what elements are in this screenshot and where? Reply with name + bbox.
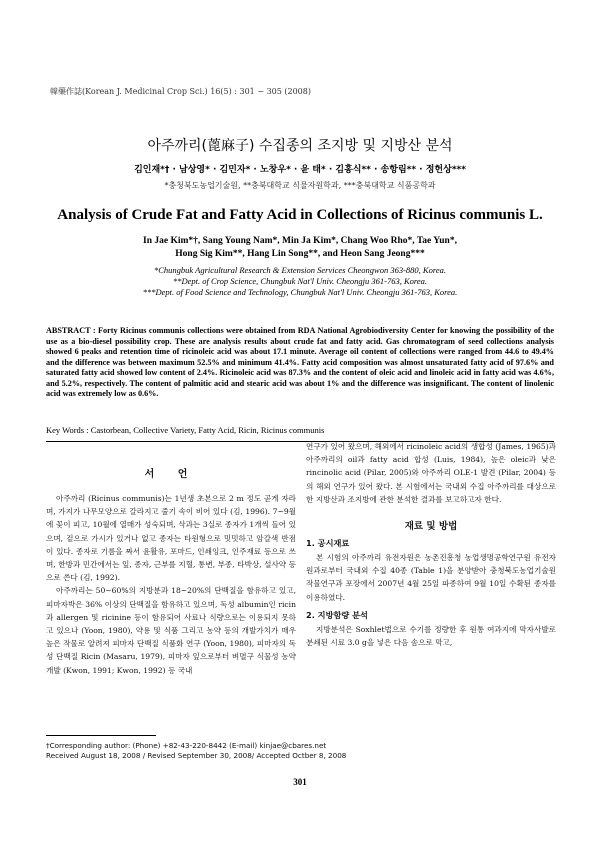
korean-title: 아주까리(蓖麻子) 수집종의 조지방 및 지방산 분석 [147,138,453,154]
affiliation-3: ***Dept. of Food Science and Technology, Chungbuk Nat'l Univ. Cheongju 361-763, Korea. [142,287,458,297]
english-affiliations [0,265,600,298]
korean-affiliations: *충청북도농업기술원, **충북대학교 식물자원학과, ***충북대학교 식품공학과 [164,181,436,190]
keywords: Key Words : Castorbean, Collective Variety, Fatty Acid, Ricin, Ricinus communis [46,425,325,435]
english-authors-line-2: Hong Sig Kim**, Hang Lin Song**, and Heon Sang Jeong*** [175,249,425,259]
journal-citation: 韓藥作誌(Korean J. Medicinal Crop Sci.) 16(5) : 301 − 305 (2008) [50,87,311,96]
fat-analysis-subheading: 2. 지방함량 분석 [306,609,368,620]
english-title: Analysis of Crude Fat and Fatty Acid in Collections of Ricinus communis L. [57,207,543,223]
materials-paragraph: 본 시험의 아주까리 유전자원은 농촌진흥청 농업생명공학연구원 유전자원과로부터 국내외 수집 40종 (Table 1)을 분양받아 충청북도농업기술원 작물연구과 포장에서 2007년 4월 25일 파종하여 9월 10일 수확된 종자를 이용하였다. [306,553,556,602]
received-dates: Received August 18, 2008 / Revised September 30, 2008/ Accepted Octber 8, 2008 [46,751,347,760]
abstract: ABSTRACT : Forty Ricinus communis collections were obtained from RDA National Agrobiodiversity Center for knowing the possibility of the use as a bio-diesel possibility crop. These are analysis results about crude fat and fatty acid. Gas chromatogram of seed collections analysis showed 6 peaks and retention time of ricinoleic acid was about 17.1 minute. Average oil content of collections were ranged from 44.6 to 49.4% and the difference was between maximum 52.5% and minimum 41.4%. Fatty acid composition was almost unsaturated fatty acid of 97.6% and saturated fatty acid showed low content of 2.4%. Ricinoleic acid was 87.3% and the content of oleic acid and linoleic acid in fatty acid was 4.6%, and 5.2%, respectively. The content of palmitic acid and stearic acid was about 1% and the difference was insignificant. The content of linolenic acid was extremely low as 0.6%. [46,326,554,398]
intro-paragraph-2: 아주까리는 50~60%의 지방분과 18~20%의 단백질을 함유하고 있고, 피마자박은 36% 이상의 단백질을 함유하고 있으며, 독성 albumin인 ricin과 allergen 및 ricinine 등이 함유되어 사료나 식량으로는 이용되지 못하고 있으나 (Yoon, 1980), 약용 및 식품 그리고 농약 등의 개발가치가 매우 높은 작물로 알려져 피마자 단백질 식품화 연구 (Yoon, 1980), 피마자의 독성 단백질 Ricin (Masaru, 1979), 피마자 잎으로부터 벼멸구 식물성 농약 개발 (Kwon, 1991; Kwon, 1992) 등 국내 [46,586,296,675]
intro-heading: 서 언 [144,469,198,480]
intro-paragraph-1: 아주까리 (Ricinus communis)는 1년생 초본으로 2 m 정도 곧게 자라며, 가지가 나무모양으로 갈라지고 줄기 속이 비어 있다 (김, 1996). 7~9월에 꽃이 피고, 10월에 열매가 성숙되며, 삭과는 3실로 종자가 1개씩 들어 있으며, 겉으로 가시가 있거나 없고 종자는 타원형으로 밋밋하고 암갈색 반점이 있다. 종자로 기름을 짜서 윤활유, 포마드, 인쇄잉크, 인주재료 등으로 쓰며, 한방과 민간에서는 잎, 종자, 근부를 지혈, 통변, 부종, 타박상, 설사약 등으로 쓴다 (김, 1992). [46,494,296,583]
english-authors-line-1: In Jae Kim*†, Sang Young Nam*, Min Ja Kim*, Chang Woo Rho*, Tae Yun*, [143,236,457,246]
methods-heading: 재료 및 방법 [404,521,458,533]
affiliation-2: **Dept. of Crop Science, Chungbuk Nat'l Univ. Cheongju 361-763, Korea. [172,276,428,286]
materials-subheading: 1. 공시재료 [306,538,350,549]
footnote-divider [46,735,156,736]
affiliation-1: *Chungbuk Agricultural Research & Extension Services Cheongwon 363-880, Korea. [154,265,446,275]
right-column [306,440,556,649]
page-number: 301 [293,777,307,787]
fat-analysis-paragraph: 지방분석은 Soxhlet법으로 수기를 정량한 후 원통 여과지에 막자사발로 분쇄된 시료 3.0 g을 넣은 다음 솜으로 막고, [306,624,556,648]
corresponding-author: †Corresponding author: (Phone) +82-43-220-8442 (E-mail) kinjae@cbares.net [46,741,327,750]
left-column [46,465,296,677]
korean-authors: 김인재*† · 남상영* · 김민자* · 노창우* · 윤 태* · 김홍식** · 송항림** · 정헌상*** [134,165,466,175]
footnote [46,741,346,761]
intro-continuation: 연구가 있어 왔으며, 해외에서 ricinoleic acid의 생합성 (James, 1965)과 아주까리의 oil과 fatty acid 합성 (Luis, 1984), 높은 oleic과 낮은 rincinolic acid (Pilar, 2005)와 아주까리 OLE-1 발견 (Pilar, 2004) 등의 해외 연구가 있어 왔다. 본 시험에서는 국내외 수집 아주까리를 대상으로 한 지방산과 조지방에 관한 분석한 결과를 보고하고자 한다. [306,442,556,504]
english-authors [0,235,600,261]
